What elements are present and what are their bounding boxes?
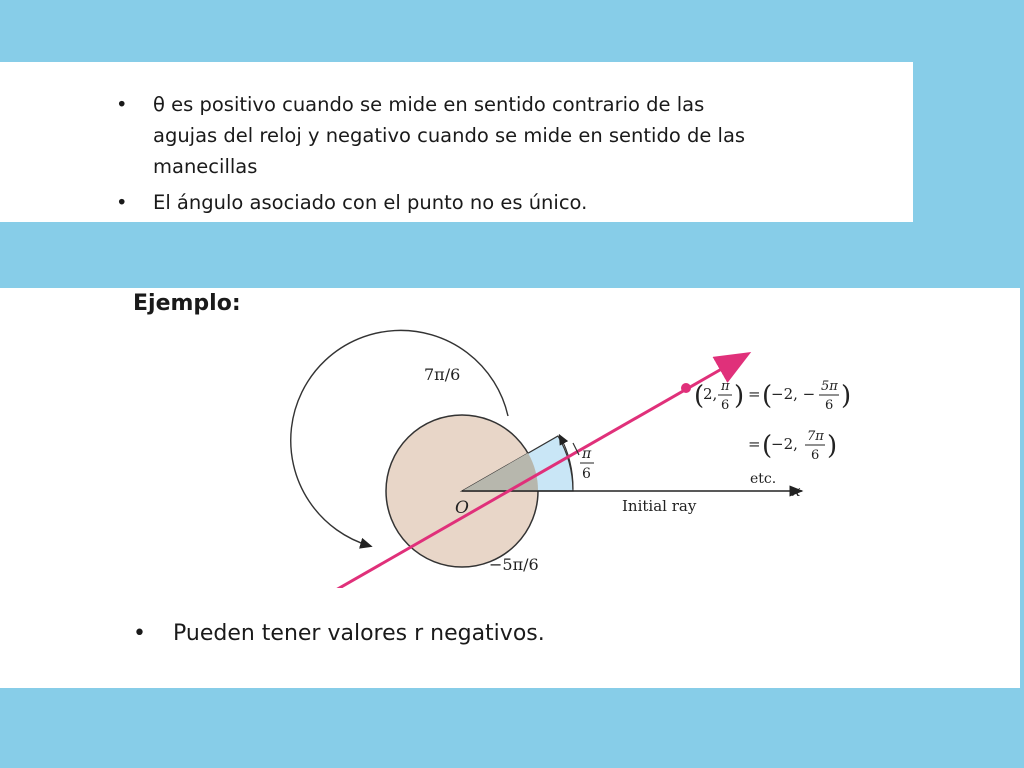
equals-sign: = [748, 385, 761, 403]
eq2-r-value: −2, [771, 435, 798, 453]
paren-open: ( [762, 381, 773, 411]
bullet-text: El ángulo asociado con el punto no es único. [153, 191, 588, 214]
bullet-text: θ es positivo cuando se mide en sentido contrario de las agujas del reloj y negativo cuando se mide en sentido de las manecillas [153, 93, 746, 178]
origin-label: O [455, 498, 469, 518]
paren-open: ( [762, 431, 773, 461]
eq2-den: 6 [811, 448, 820, 463]
x-axis-label: x [792, 482, 801, 500]
equals-sign: = [748, 435, 761, 453]
frac-pi-num: π [582, 446, 592, 462]
point-marker [681, 383, 691, 393]
paren-close: ) [734, 381, 745, 411]
example-heading: Ejemplo: [133, 291, 241, 316]
polar-diagram [290, 318, 890, 588]
bullet-text: Pueden tener valores r negativos. [173, 621, 545, 646]
frac-pi-den: 6 [582, 466, 591, 482]
eq2-num: 7π [807, 429, 824, 444]
paren-close: ) [841, 381, 852, 411]
label-7pi-6: 7π/6 [424, 365, 461, 384]
eq1-right-den: 6 [825, 398, 834, 413]
initial-ray-label: Initial ray [622, 497, 697, 515]
paren-open: ( [694, 381, 705, 411]
etc-label: etc. [750, 471, 777, 487]
eq1-r-value: 2, [703, 385, 718, 403]
eq1-den: 6 [721, 398, 730, 413]
eq1-right-num: 5π [821, 379, 838, 394]
example-panel [0, 288, 1020, 688]
bullet-marker: • [133, 621, 146, 646]
bullet-marker: • [116, 191, 128, 214]
paren-close: ) [827, 431, 838, 461]
eq1-num: π [721, 379, 730, 394]
top-text-panel [0, 62, 913, 222]
eq1-right-r: −2, − [771, 385, 816, 403]
bullet-marker: • [116, 93, 128, 116]
label-neg-5pi-6: −5π/6 [489, 555, 539, 574]
